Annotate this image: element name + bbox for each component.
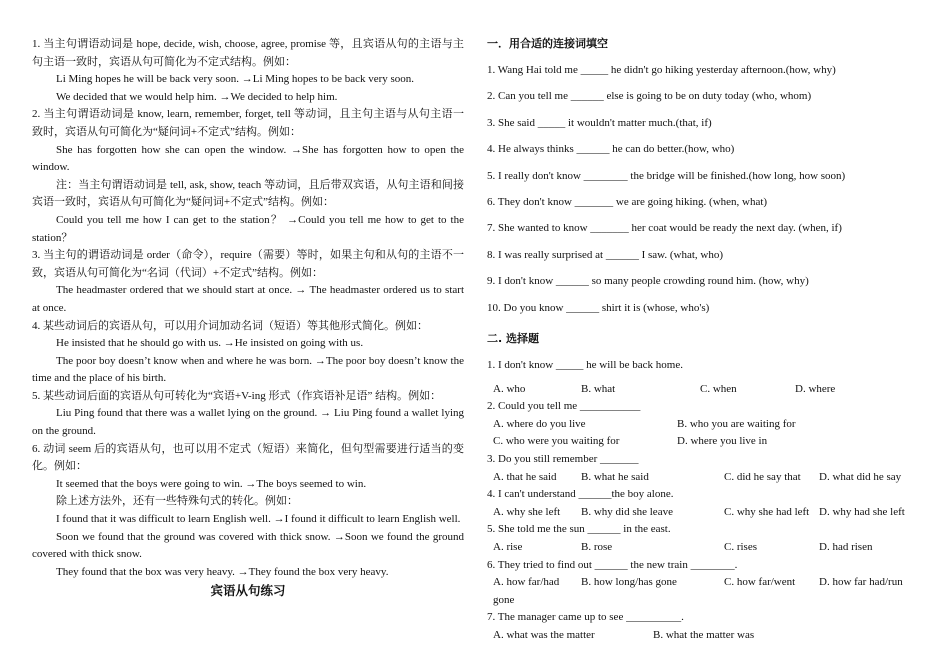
mc-options-7: [487, 627, 922, 645]
fill-question-9: 9. I don't know ______ so many people crowding round him. (how, why): [487, 275, 809, 288]
fill-question-3: 3. She said _____ it wouldn't matter much.(that, if): [487, 116, 712, 129]
exercise-column: [487, 36, 922, 645]
mc-option: A. why she left: [493, 505, 561, 518]
fill-question-8: 8. I was really surprised at ______ I saw. (what, who): [487, 248, 724, 261]
mc-option: A. that he said: [493, 470, 557, 483]
mc-options-3: [487, 469, 922, 487]
rule-2-note: 注：当主句谓语动词是 tell, ask, show, teach 等动词，且后带双宾语，从句主语和间接宾语一致时，宾语从句可简化为“疑问词+不定式”结构。例如：: [32, 178, 464, 209]
mc-option: B. what: [581, 382, 616, 395]
fill-question-6: 6. They don't know _______ we are going hiking. (when, what): [487, 195, 768, 208]
mc-option: D. where you live in: [677, 435, 768, 448]
mc-option: D. how far had/run: [819, 576, 903, 589]
mc-option: C. how far/went: [724, 576, 796, 589]
rule-4-text: 4. 某些动词后的宾语从句，可以用介词加动名词（短语）等其他形式简化。例如：: [32, 319, 428, 332]
fill-question-5: 5. I really don't know ________ the bridge will be finished.(how long, how soon): [487, 169, 846, 182]
rule-2-example-2: Could you tell me how I can get to the station？ →Could you tell me how to get to the station？: [32, 213, 464, 244]
mc-option: C. did he say that: [724, 470, 801, 483]
rule-5-example-1: Liu Ping found that there was a wallet lying on the ground. → Liu Ping found a wallet lying on the ground.: [32, 407, 464, 438]
grammar-notes-column: [32, 36, 464, 600]
mc-option: B. what the matter was: [653, 629, 755, 642]
mc-option: A. how far/had gone: [493, 576, 560, 606]
exercise-title: 宾语从句练习: [210, 583, 286, 599]
mc-question-6: 6. They tried to find out ______ the new train ________.: [487, 558, 738, 571]
rule-3-example-1: The headmaster ordered that we should start at once. → The headmaster ordered us to start at once.: [32, 284, 464, 314]
rule-6-note: 除上述方法外，还有一些特殊句式的转化。例如：: [56, 495, 298, 508]
fill-question-4: 4. He always thinks ______ he can do better.(how, who): [487, 143, 735, 156]
fill-question-2: 2. Can you tell me ______ else is going to be on duty today (who, whom): [487, 90, 812, 103]
mc-question-1: 1. I don't know _____ he will be back home.: [487, 359, 683, 372]
rule-5-text: 5. 某些动词后面的宾语从句可转化为“宾语+V-ing 形式（作宾语补足语” 结构。例如：: [32, 389, 442, 402]
rule-4-example-1: He insisted that he should go with us. →He insisted on going with us.: [56, 337, 364, 350]
rule-6-example-3: Soon we found that the ground was covered with thick snow. →Soon we found the ground covered with thick snow.: [32, 530, 464, 561]
mc-option: A. who: [493, 382, 526, 395]
fill-question-10: 10. Do you know ______ shirt it is (whose, who's): [487, 301, 710, 314]
mc-option: D. where: [795, 382, 836, 395]
mc-option: C. who were you waiting for: [493, 435, 620, 448]
section-2-heading: 二. 选择题: [487, 332, 540, 346]
mc-question-2: 2. Could you tell me ___________: [487, 400, 641, 413]
rule-1-example-1: Li Ming hopes he will be back very soon. →Li Ming hopes to be back very soon.: [56, 73, 415, 86]
rule-6-example-1: It seemed that the boys were going to win. →The boys seemed to win.: [56, 477, 367, 490]
mc-question-4: 4. I can't understand ______the boy alone.: [487, 488, 674, 501]
rule-2-example-1: She has forgotten how she can open the window. →She has forgotten how to open the window.: [32, 143, 464, 174]
mc-options-6: [487, 574, 922, 609]
mc-option: D. why had she left: [819, 505, 905, 518]
rule-2-text: 2. 当主句谓语动词是 know, learn, remember, forget, tell 等动词，且主句主语与从句主语一致时，宾语从句可简化为“疑问词+不定式”结构。例如：: [32, 108, 464, 138]
mc-question-3: 3. Do you still remember _______: [487, 453, 639, 466]
mc-option: B. what he said: [581, 470, 649, 483]
mc-option: D. had risen: [819, 541, 873, 554]
mc-option: D. what did he say: [819, 470, 902, 483]
mc-options-5: [487, 539, 922, 557]
fill-question-7: 7. She wanted to know _______ her coat would be ready the next day. (when, if): [487, 222, 842, 235]
mc-option: C. when: [700, 382, 737, 395]
mc-option: B. who you are waiting for: [677, 417, 796, 430]
mc-option: C. why she had left: [724, 505, 810, 518]
mc-option: C. rises: [724, 541, 757, 554]
rule-6-text: 6. 动词 seem 后的宾语从句，也可以用不定式（短语）来简化，但句型需要进行适当的变化。例如：: [32, 442, 464, 473]
mc-options-4: [487, 504, 922, 522]
mc-option: B. how long/has gone: [581, 576, 677, 589]
mc-question-5: 5. She told me the sun ______ in the east.: [487, 523, 671, 536]
mc-options-1: [487, 381, 922, 399]
mc-option: B. why did she leave: [581, 505, 673, 518]
rule-4-example-2: The poor boy doesn’t know when and where he was born. →The poor boy doesn’t know the time and the place of his birth.: [32, 354, 464, 385]
rule-3-text: 3. 当主句的谓语动词是 order（命令），require（需要）等时，如果主句和从句的主语不一致，宾语从句可简化为“名词（代词）+不定式”结构。例如：: [32, 249, 464, 279]
mc-question-7: 7. The manager came up to see __________.: [487, 611, 684, 624]
fill-question-1: 1. Wang Hai told me _____ he didn't go hiking yesterday afternoon.(how, why): [487, 64, 836, 76]
mc-options-2: [487, 416, 922, 451]
mc-option: B. rose: [581, 541, 613, 554]
rule-1-text: 1. 当主句谓语动词是 hope, decide, wish, choose, agree, promise 等，且宾语从句的主语与主句主语一致时，宾语从句可简化为不定式结构。例如：: [32, 38, 464, 68]
rule-1-example-2: We decided that we would help him. →We decided to help him.: [56, 90, 338, 103]
mc-option: A. what was the matter: [493, 629, 595, 642]
section-1-heading: 一．用合适的连接词填空: [487, 37, 608, 50]
mc-option: A. rise: [493, 541, 523, 554]
rule-6-example-4: They found that the box was very heavy. →They found the box very heavy.: [56, 565, 389, 578]
rule-6-example-2: I found that it was difficult to learn English well. →I found it difficult to learn English well.: [56, 513, 461, 526]
mc-option: A. where do you live: [493, 417, 586, 430]
